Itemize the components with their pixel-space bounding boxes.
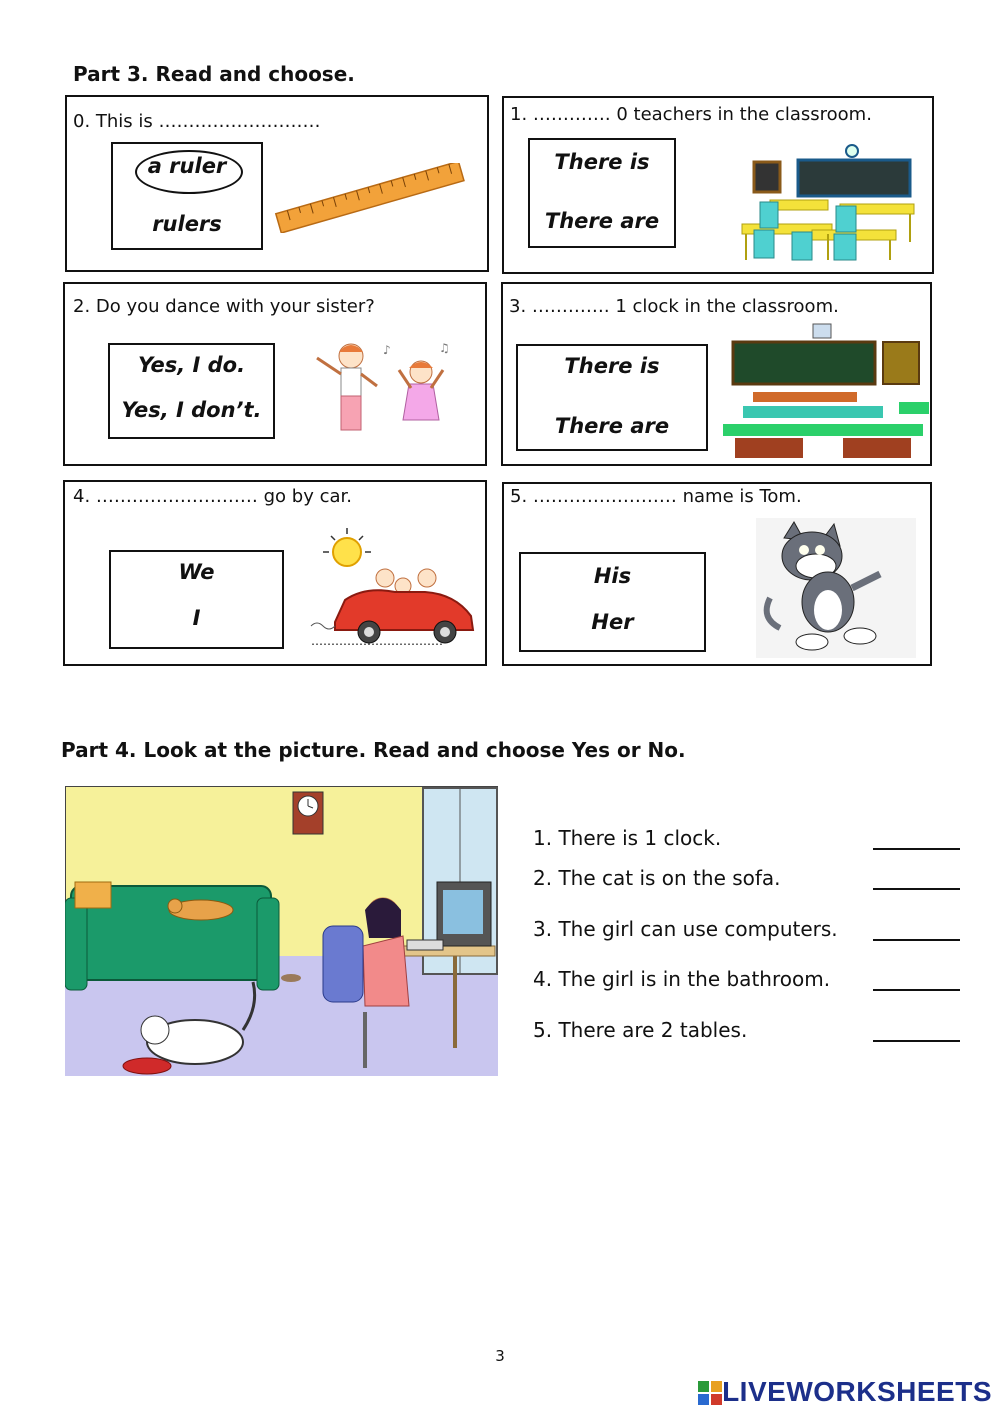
girls-dancing-image (303, 338, 453, 448)
option-there-is[interactable]: There is (554, 150, 650, 174)
question-text-5: 5. …………………… name is Tom. (510, 486, 802, 507)
statement-3: 3. The girl can use computers. (533, 917, 838, 941)
option-box-4 (109, 550, 284, 649)
question-box-2 (63, 282, 487, 466)
part4-title: Part 4. Look at the picture. Read and choose Yes or No. (61, 738, 686, 762)
answer-blank-2[interactable] (873, 888, 960, 890)
page-number: 3 (495, 1347, 505, 1365)
question-text-0: 0. This is ……………………… (73, 111, 321, 132)
answer-blank-1[interactable] (873, 848, 960, 850)
part3-title: Part 3. Read and choose. (73, 62, 355, 86)
svg-text:♪: ♪ (383, 343, 391, 357)
option-there-are-2[interactable]: There are (554, 414, 670, 438)
statement-4: 4. The girl is in the bathroom. (533, 967, 831, 991)
statement-1: 1. There is 1 clock. (533, 826, 722, 850)
tom-cat-image (756, 518, 916, 658)
option-yes-i-do[interactable]: Yes, I do. (137, 353, 246, 377)
answer-blank-3[interactable] (873, 939, 960, 941)
family-car-image (305, 526, 480, 646)
option-box-2 (108, 343, 275, 439)
option-yes-i-dont[interactable]: Yes, I don’t. (121, 398, 262, 422)
option-we[interactable]: We (178, 560, 215, 584)
question-text-4: 4. ……………………… go by car. (73, 486, 352, 507)
option-box-5 (519, 552, 706, 652)
answer-blank-4[interactable] (873, 989, 960, 991)
car-caption-dots: …………………………… (311, 634, 443, 648)
option-rulers[interactable]: rulers (152, 212, 222, 236)
option-box-1 (528, 138, 676, 248)
question-text-3: 3. …………. 1 clock in the classroom. (509, 296, 839, 317)
answer-blank-5[interactable] (873, 1040, 960, 1042)
question-box-0 (65, 95, 489, 272)
classroom-clock-image (723, 322, 931, 460)
statement-5: 5. There are 2 tables. (533, 1018, 748, 1042)
svg-text:♫: ♫ (439, 341, 450, 355)
question-box-4 (63, 480, 487, 666)
option-box-0 (111, 142, 263, 250)
question-box-5 (502, 482, 932, 666)
empty-classroom-image (740, 142, 920, 262)
option-i[interactable]: I (192, 606, 201, 630)
question-text-2: 2. Do you dance with your sister? (73, 296, 375, 317)
statement-2: 2. The cat is on the sofa. (533, 866, 781, 890)
living-room-image (65, 786, 498, 1076)
option-a-ruler[interactable]: a ruler (147, 154, 227, 178)
option-his[interactable]: His (593, 564, 632, 588)
option-there-is-2[interactable]: There is (564, 354, 660, 378)
brand-wordmark[interactable]: LIVEWORKSHEETS (722, 1376, 992, 1407)
option-box-3 (516, 344, 708, 451)
option-there-are[interactable]: There are (544, 209, 660, 233)
liveworksheets-logo-icon (698, 1381, 722, 1405)
option-her[interactable]: Her (591, 610, 634, 634)
question-box-1 (502, 96, 934, 274)
question-text-1: 1. …………. 0 teachers in the classroom. (510, 104, 872, 125)
ruler-image (267, 163, 467, 233)
question-box-3 (501, 282, 932, 466)
